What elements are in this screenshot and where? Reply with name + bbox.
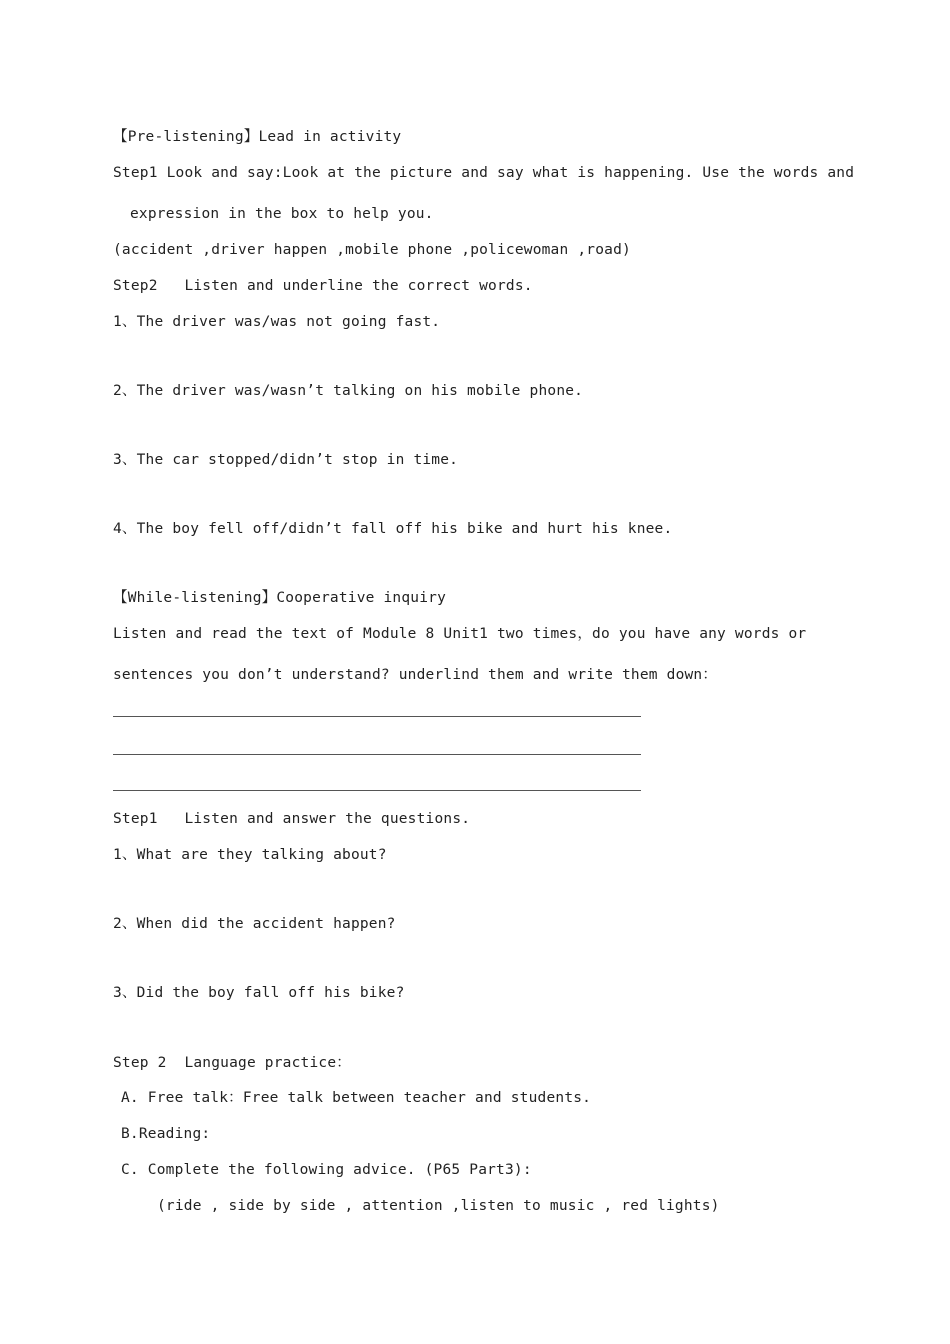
writing-line[interactable]	[113, 716, 641, 717]
while-step2-heading: Step 2 Language practice：	[113, 1055, 351, 1071]
writing-line[interactable]	[113, 790, 641, 791]
step2-part-a: A. Free talk：Free talk between teacher and students.	[121, 1090, 592, 1106]
underline-item: 2、The driver was/wasn’t talking on his mobile phone.	[113, 383, 584, 399]
underline-item: 1、The driver was/was not going fast.	[113, 314, 441, 330]
underline-item: 3、The car stopped/didn’t stop in time.	[113, 452, 459, 468]
while-listening-intro-line2: sentences you don’t understand? underlind them and write them down：	[113, 667, 718, 683]
question-item: 3、Did the boy fall off his bike?	[113, 985, 405, 1001]
step1-instruction-line1: Step1 Look and say:Look at the picture and say what is happening. Use the words and	[113, 165, 855, 181]
writing-line[interactable]	[113, 754, 641, 755]
word-box: (accident ,driver happen ,mobile phone ,policewoman ,road)	[113, 242, 631, 258]
while-listening-heading: 【While-listening】Cooperative inquiry	[113, 590, 447, 606]
question-item: 2、When did the accident happen?	[113, 916, 396, 932]
while-listening-intro-line1: Listen and read the text of Module 8 Unit1 two times，do you have any words or	[113, 626, 807, 642]
step2-instruction: Step2 Listen and underline the correct words.	[113, 278, 533, 294]
pre-listening-heading: 【Pre-listening】Lead in activity	[113, 129, 402, 145]
underline-item: 4、The boy fell off/didn’t fall off his bike and hurt his knee.	[113, 521, 673, 537]
question-item: 1、What are they talking about?	[113, 847, 387, 863]
step1-instruction-line2: expression in the box to help you.	[130, 206, 434, 222]
step2-part-c-word-box: (ride , side by side , attention ,listen to music , red lights)	[157, 1198, 720, 1214]
while-step1-instruction: Step1 Listen and answer the questions.	[113, 811, 471, 827]
step2-part-c: C. Complete the following advice. (P65 Part3):	[121, 1162, 532, 1178]
step2-part-b: B.Reading:	[121, 1126, 211, 1142]
